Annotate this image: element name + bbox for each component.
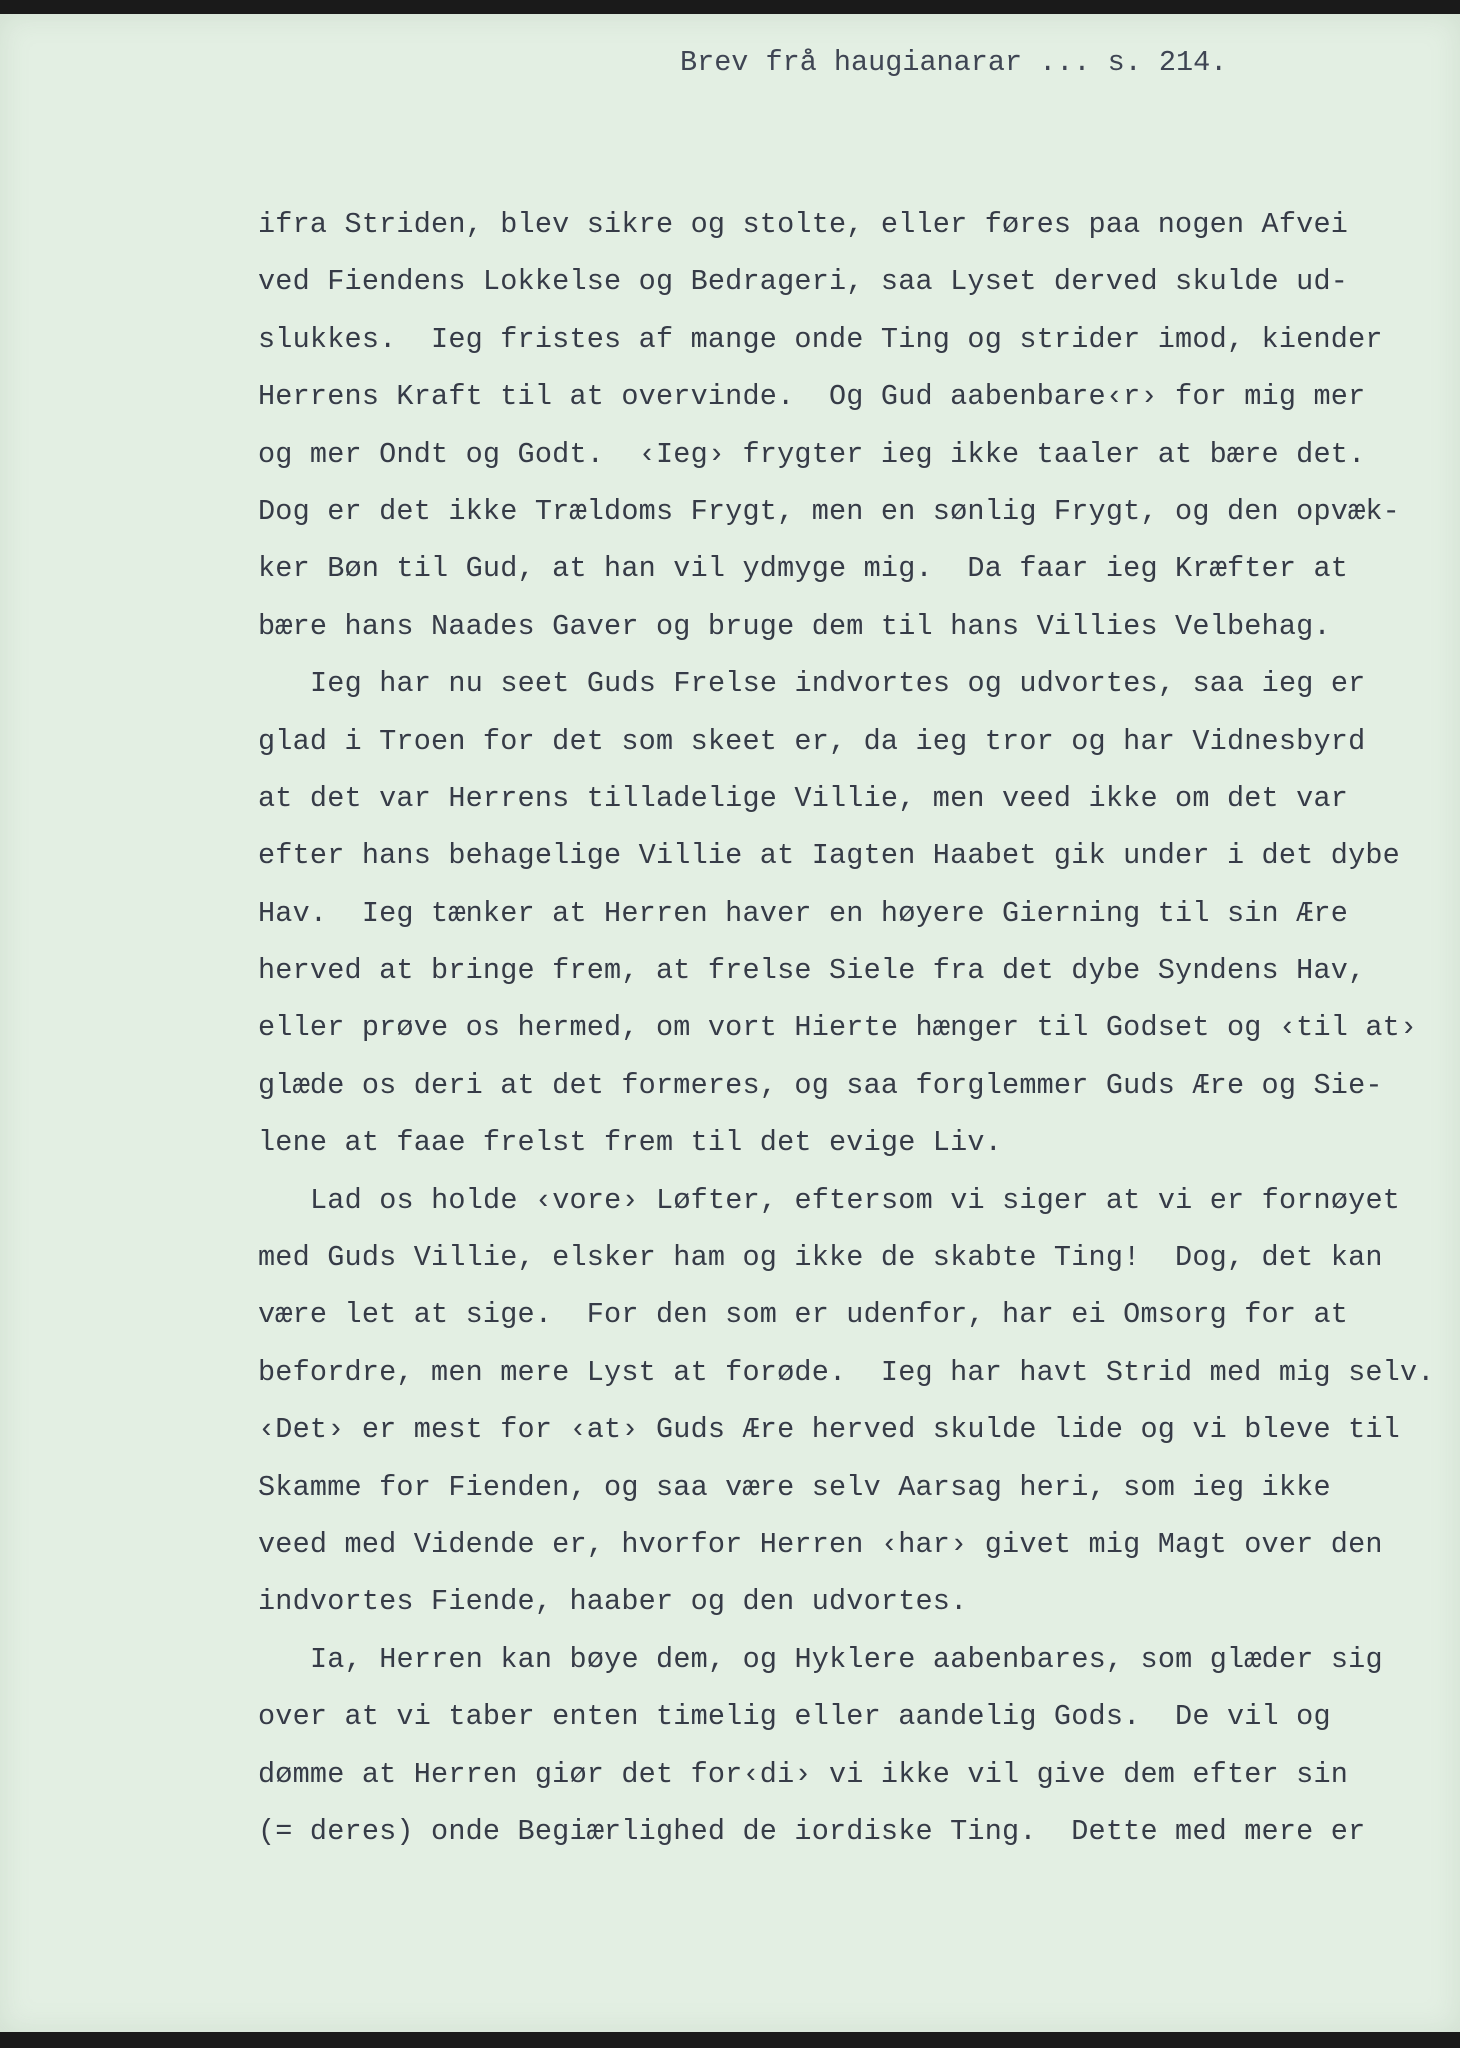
document-page: [0, 14, 1460, 2032]
text-line: (= deres) onde Begiærlighed de iordiske Ting. Dette med mere er: [258, 1814, 1366, 1848]
text-line: Hav. Ieg tænker at Herren haver en høyere Gierning til sin Ære: [258, 896, 1349, 930]
text-line: være let at sige. For den som er udenfor, har ei Omsorg for at: [258, 1298, 1349, 1332]
text-line: ‹Det› er mest for ‹at› Guds Ære herved skulde lide og vi bleve til: [258, 1413, 1400, 1447]
text-line: Lad os holde ‹vore› Løfter, eftersom vi siger at vi er fornøyet: [310, 1183, 1401, 1217]
text-line: eller prøve os hermed, om vort Hierte hænger til Godset og ‹til at›: [258, 1011, 1418, 1045]
text-line: bære hans Naades Gaver og bruge dem til hans Villies Velbehag.: [258, 609, 1331, 643]
text-line: ved Fiendens Lokkelse og Bedrageri, saa Lyset derved skulde ud-: [258, 265, 1349, 299]
text-line: herved at bringe frem, at frelse Siele fra det dybe Syndens Hav,: [258, 954, 1366, 988]
text-line: befordre, men mere Lyst at forøde. Ieg har havt Strid med mig selv.: [258, 1355, 1435, 1389]
text-line: veed med Vidende er, hvorfor Herren ‹har› givet mig Magt over den: [258, 1527, 1383, 1561]
text-line: ifra Striden, blev sikre og stolte, eller føres paa nogen Afvei: [258, 208, 1349, 241]
text-line: lene at faae frelst frem til det evige Liv.: [258, 1126, 1003, 1160]
text-line: ker Bøn til Gud, at han vil ydmyge mig. Da faar ieg Kræfter at: [258, 552, 1349, 586]
text-line: Ieg har nu seet Guds Frelse indvortes og udvortes, saa ieg er: [310, 667, 1366, 701]
text-line: glæde os deri at det formeres, og saa forglemmer Guds Ære og Sie-: [258, 1068, 1383, 1102]
text-line: og mer Ondt og Godt. ‹Ieg› frygter ieg ikke taaler at bære det.: [258, 437, 1366, 471]
page-header: Brev frå haugianarar ... s. 214.: [680, 46, 1228, 79]
text-line: indvortes Fiende, haaber og den udvortes.: [258, 1585, 968, 1619]
text-line: at det var Herrens tilladelige Villie, men veed ikke om det var: [258, 781, 1349, 815]
text-line: over at vi taber enten timelig eller aandelig Gods. De vil og: [258, 1700, 1331, 1734]
document-body: [258, 196, 1458, 1860]
text-line: Skamme for Fienden, og saa være selv Aarsag heri, som ieg ikke: [258, 1470, 1331, 1504]
text-line: efter hans behagelige Villie at Iagten Haabet gik under i det dybe: [258, 839, 1400, 873]
text-line: Ia, Herren kan bøye dem, og Hyklere aabenbares, som glæder sig: [310, 1642, 1383, 1676]
text-line: dømme at Herren giør det for‹di› vi ikke vil give dem efter sin: [258, 1757, 1349, 1791]
text-line: Dog er det ikke Trældoms Frygt, men en sønlig Frygt, og den opvæk-: [258, 494, 1400, 528]
text-line: med Guds Villie, elsker ham og ikke de skabte Ting! Dog, det kan: [258, 1241, 1383, 1275]
text-line: glad i Troen for det som skeet er, da ieg tror og har Vidnesbyrd: [258, 724, 1366, 758]
text-line: slukkes. Ieg fristes af mange onde Ting og strider imod, kiender: [258, 322, 1383, 356]
text-line: Herrens Kraft til at overvinde. Og Gud aabenbare‹r› for mig mer: [258, 380, 1366, 414]
